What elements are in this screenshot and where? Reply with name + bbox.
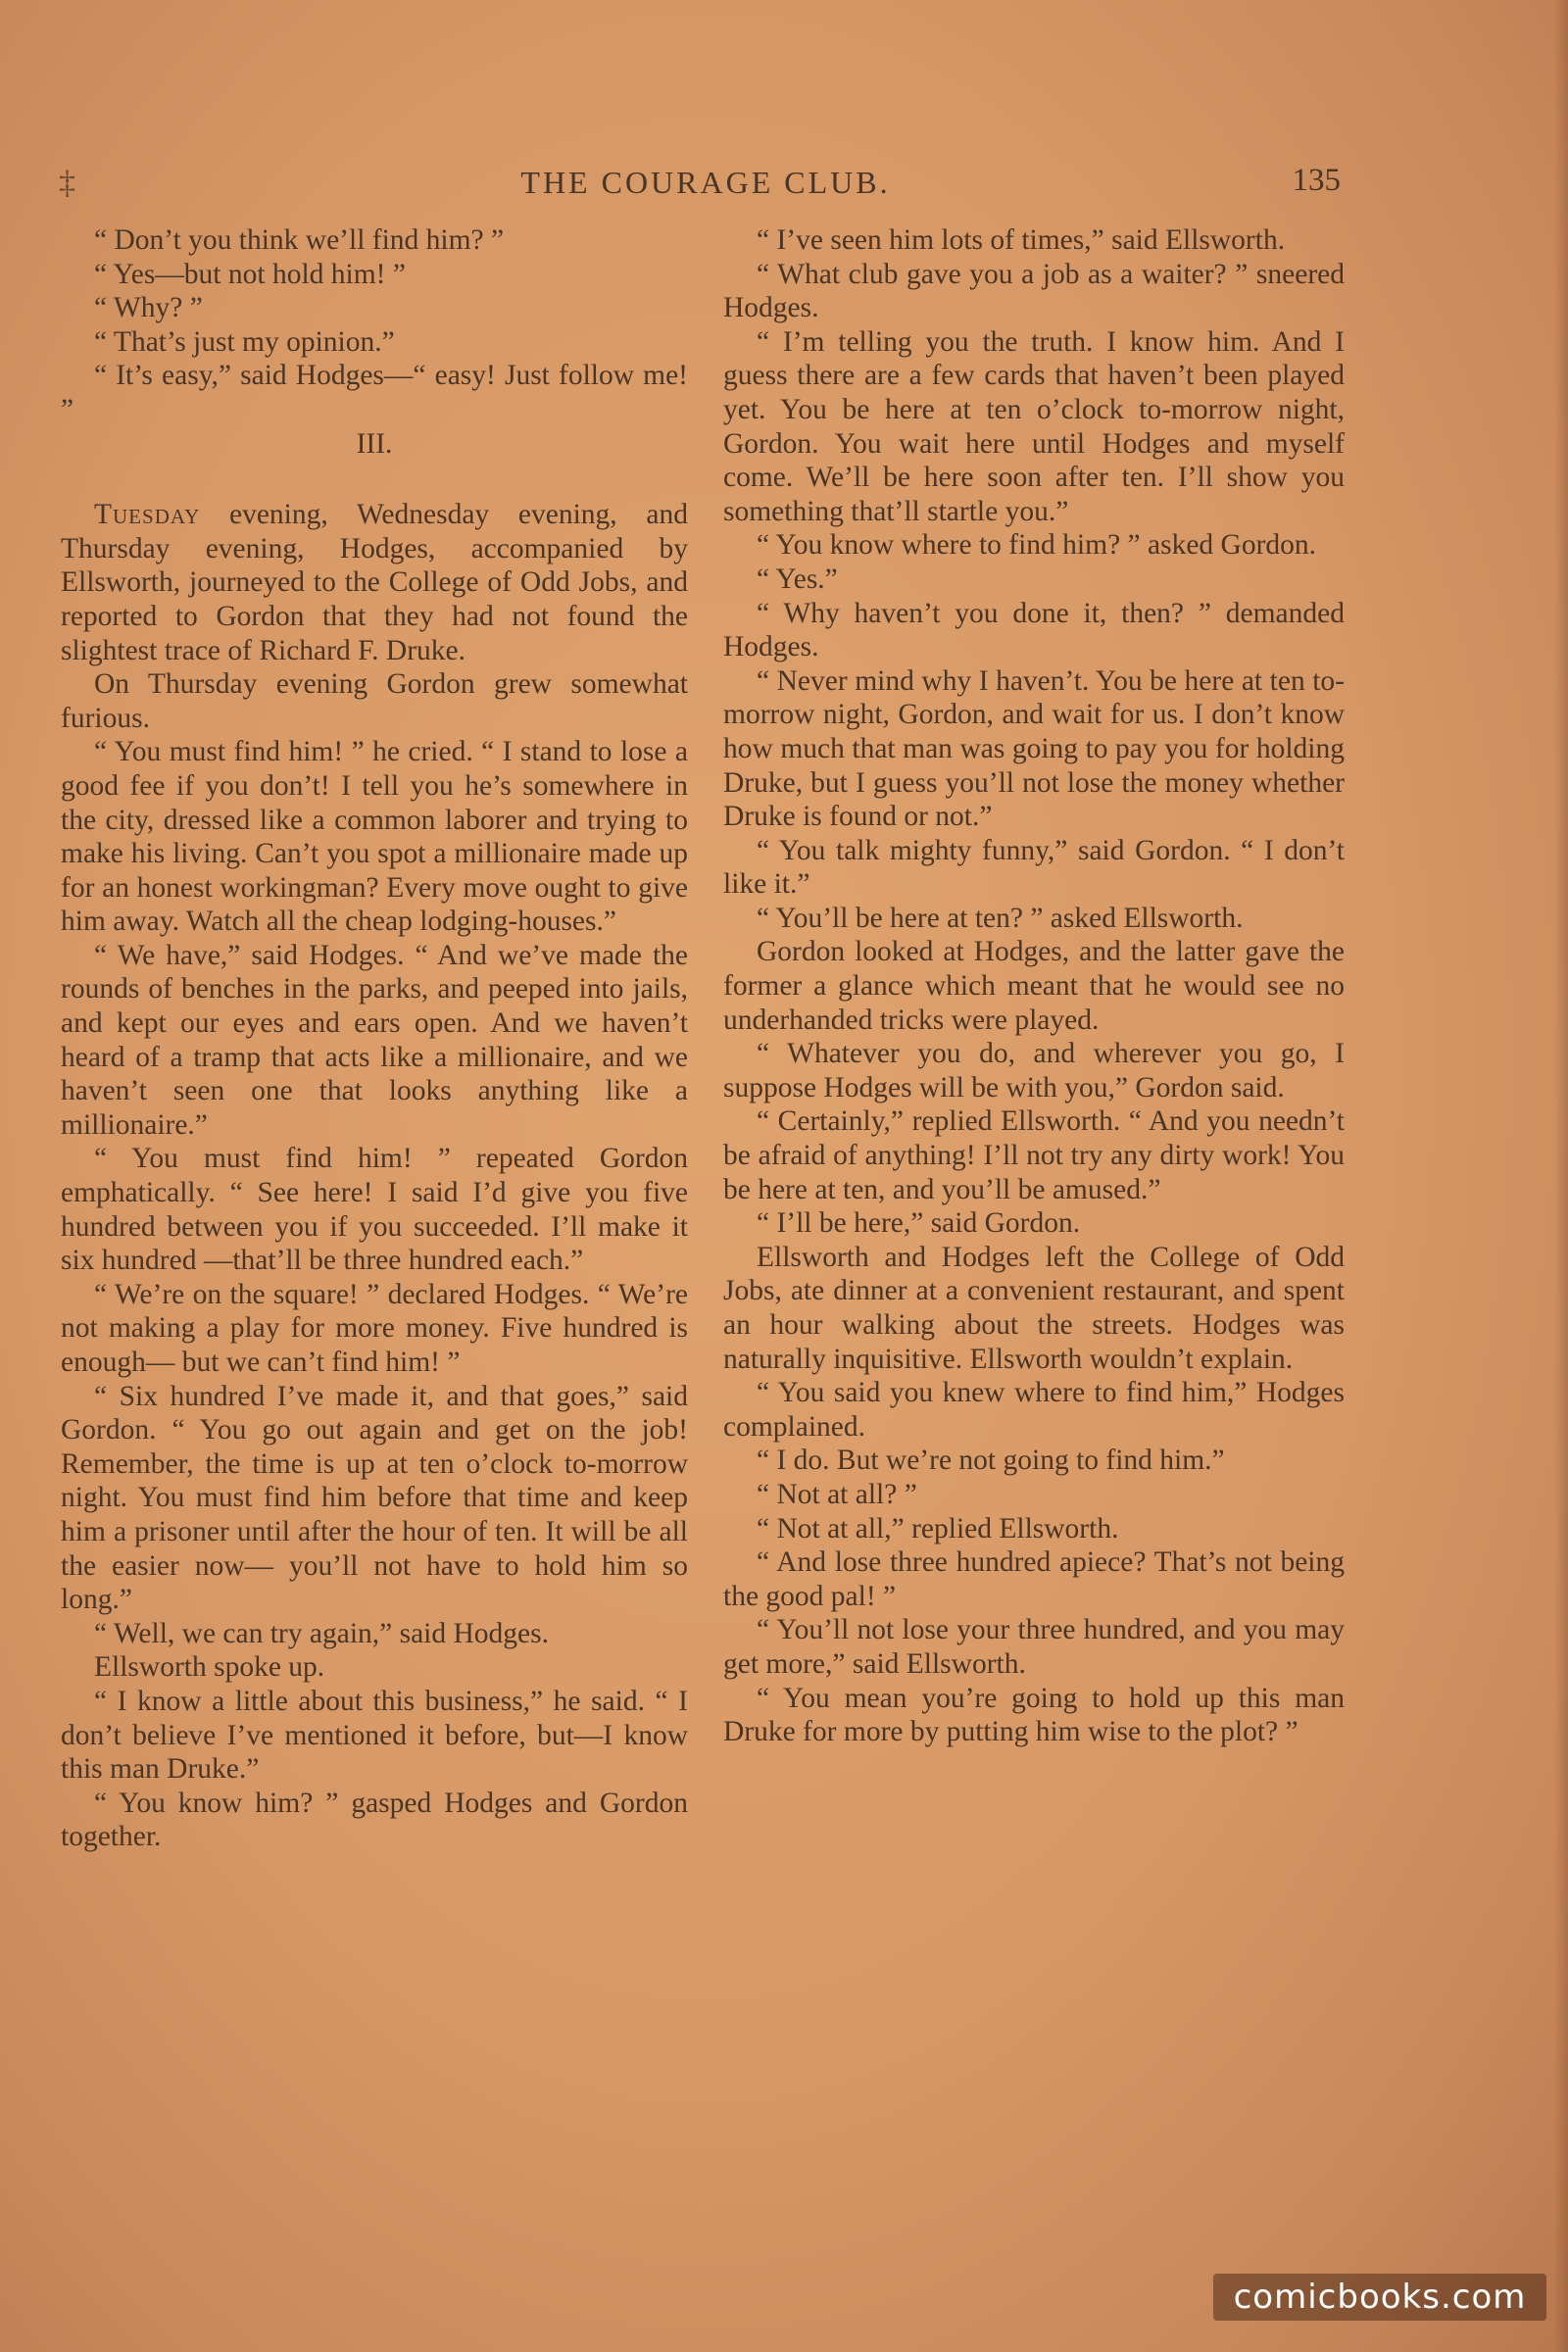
right-text-column	[723, 223, 1345, 1749]
paragraph: “ Not at all? ”	[757, 1478, 917, 1510]
paragraph: “ What club gave you a job as a waiter? ” sneered Hodges.	[723, 258, 1345, 324]
paragraph: “ You’ll be here at ten? ” asked Ellsworth.	[757, 902, 1244, 934]
opening-word: Tuesday	[94, 499, 201, 531]
paragraph: “ Six hundred I’ve made it, and that goes,” said Gordon. “ You go out again and get on the job! Remember, the time is up at ten o’clock to-morrow night. You must find him before that time and keep him a prisoner until after the hour of ten. It will be all the easier now— you’ll not have to hold him so long.”	[61, 1380, 688, 1616]
paragraph: “ Yes.”	[757, 563, 838, 595]
watermark-logo: comicbooks.com	[1213, 2274, 1546, 2321]
paragraph: “ You mean you’re going to hold up this man Druke for more by putting him wise to the plot? ”	[723, 1682, 1345, 1748]
paragraph: “ We have,” said Hodges. “ And we’ve made the rounds of benches in the parks, and peeped into jails, and kept our eyes and ears open. And we haven’t heard of a tramp that acts like a millionaire, and we haven’t seen one that looks anything like a millionaire.”	[61, 939, 688, 1141]
paragraph: “ You’ll not lose your three hundred, and you may get more,” said Ellsworth.	[723, 1614, 1345, 1680]
paragraph: “ I’m telling you the truth. I know him. And I guess there are a few cards that haven’t been played yet. You be here at ten o’clock to-morrow night, Gordon. You wait here until Hodges and myself come. We’ll be here soon after ten. I’ll show you something that’ll startle you.”	[723, 325, 1345, 527]
paragraph: “ Why haven’t you done it, then? ” demanded Hodges.	[723, 597, 1345, 663]
paragraph: “ And lose three hundred apiece? That’s not being the good pal! ”	[723, 1546, 1345, 1612]
page-number: 135	[1292, 163, 1341, 198]
paragraph: Gordon looked at Hodges, and the latter gave the former a glance which meant that he would see no underhanded tricks were played.	[723, 936, 1345, 1036]
paragraph: “ Well, we can try again,” said Hodges.	[94, 1617, 550, 1649]
paragraph: “ Why? ”	[94, 292, 203, 324]
paragraph: “ I do. But we’re not going to find him.”	[757, 1445, 1225, 1477]
paragraph: Ellsworth and Hodges left the College of Odd Jobs, ate dinner at a convenient restaurant, and spent an hour walking about the streets. Hodges was naturally inquisitive. Ellsworth wouldn’t explain.	[723, 1241, 1345, 1375]
paragraph: “ Yes—but not hold him! ”	[94, 258, 406, 290]
section-heading: III.	[356, 427, 393, 460]
page-edge-shadow	[1554, 0, 1568, 2352]
paragraph: “ Certainly,” replied Ellsworth. “ And you needn’t be afraid of anything! I’ll not try any dirty work! You be here at ten, and you’ll be amused.”	[723, 1105, 1345, 1205]
corner-mark: ‡	[59, 165, 75, 201]
paragraph: “ I’ve seen him lots of times,” said Ellsworth.	[757, 224, 1286, 256]
running-title: THE COURAGE CLUB.	[520, 165, 891, 200]
paragraph: “ It’s easy,” said Hodges—“ easy! Just follow me! ”	[61, 360, 688, 425]
paragraph: “ You talk mighty funny,” said Gordon. “ I don’t like it.”	[723, 834, 1345, 901]
left-text-column	[61, 223, 688, 1854]
paragraph: “ Don’t you think we’ll find him? ”	[94, 224, 505, 256]
paragraph: “ We’re on the square! ” declared Hodges. “ We’re not making a play for more money. Five hundred is enough— but we can’t find him! ”	[61, 1278, 688, 1378]
running-header	[0, 163, 1568, 212]
paragraph	[61, 498, 688, 667]
paragraph: “ Whatever you do, and wherever you go, I suppose Hodges will be with you,” Gordon said.	[723, 1038, 1345, 1103]
paragraph: Ellsworth spoke up.	[94, 1651, 325, 1684]
paragraph: “ I know a little about this business,” he said. “ I don’t believe I’ve mentioned it before, but—I know this man Druke.”	[61, 1685, 688, 1786]
paragraph: “ You know him? ” gasped Hodges and Gordon together.	[61, 1787, 688, 1853]
paragraph: On Thursday evening Gordon grew somewhat furious.	[61, 668, 688, 734]
paragraph: “ You must find him! ” he cried. “ I stand to lose a good fee if you don’t! I tell you he’s somewhere in the city, dressed like a common laborer and trying to make his living. Can’t you spot a millionaire made up for an honest workingman? Every move ought to give him away. Watch all the cheap lodging-houses.”	[61, 736, 688, 938]
paragraph: “ Not at all,” replied Ellsworth.	[757, 1512, 1119, 1544]
paragraph: “ You must find him! ” repeated Gordon emphatically. “ See here! I said I’d give you five hundred between you if you succeeded. I’ll make it six hundred —that’ll be three hundred each.”	[61, 1143, 688, 1277]
paragraph: “ That’s just my opinion.”	[94, 325, 395, 358]
paragraph: “ Never mind why I haven’t. You be here at ten to-morrow night, Gordon, and wait for us. I don’t know how much that man was going to pay you for holding Druke, but I guess you’ll not lose the money whether Druke is found or not.”	[723, 664, 1345, 833]
paragraph: “ You said you knew where to find him,” Hodges complained.	[723, 1377, 1345, 1443]
paragraph-text: evening, Wednesday evening, and Thursday evening, Hodges, accompanied by Ellsworth, journeyed to the College of Odd Jobs, and reported to Gordon that they had not found the slightest trace of Richard F. Druke.	[61, 499, 688, 666]
paragraph: “ You know where to find him? ” asked Gordon.	[757, 529, 1317, 562]
paragraph: “ I’ll be here,” said Gordon.	[757, 1207, 1081, 1240]
